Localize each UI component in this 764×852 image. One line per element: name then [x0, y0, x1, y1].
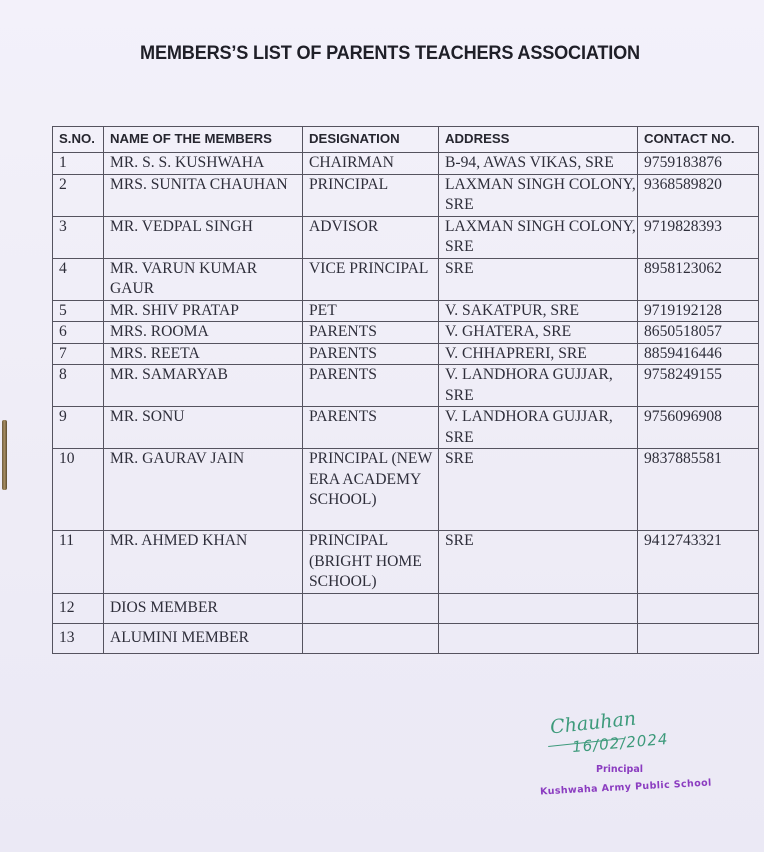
- document-title: MEMBERS’S LIST OF PARENTS TEACHERS ASSOCIATION: [140, 42, 640, 64]
- cell-address: V. SAKATPUR, SRE: [439, 300, 638, 322]
- table-row: [53, 531, 759, 594]
- cell-designation: PARENTS: [303, 322, 439, 344]
- header-address: ADDRESS: [439, 127, 638, 153]
- cell-contact: 9719192128: [638, 300, 759, 322]
- cell-sno: 10: [53, 449, 104, 531]
- cell-name: MRS. SUNITA CHAUHAN: [104, 174, 303, 216]
- cell-name: MR. VARUN KUMAR GAUR: [104, 258, 303, 300]
- table-header-row: [53, 127, 759, 153]
- table-row: [53, 593, 759, 623]
- cell-address: B-94, AWAS VIKAS, SRE: [439, 153, 638, 175]
- signature-block: [539, 707, 758, 812]
- cell-designation: PRINCIPAL (BRIGHT HOME SCHOOL): [303, 531, 439, 594]
- cell-address: SRE: [439, 531, 638, 594]
- table-row: [53, 322, 759, 344]
- cell-name: MR. S. S. KUSHWAHA: [104, 153, 303, 175]
- cell-sno: 13: [53, 623, 104, 653]
- cell-address: SRE: [439, 258, 638, 300]
- table-row: [53, 216, 759, 258]
- cell-name: MR. GAURAV JAIN: [104, 449, 303, 531]
- cell-designation: [303, 593, 439, 623]
- cell-sno: 7: [53, 343, 104, 365]
- cell-name: DIOS MEMBER: [104, 593, 303, 623]
- signature-date: 16/02/2024: [571, 729, 670, 757]
- cell-contact: 9759183876: [638, 153, 759, 175]
- cell-contact: [638, 623, 759, 653]
- cell-designation: PARENTS: [303, 343, 439, 365]
- stamp-title: Principal: [596, 764, 644, 775]
- cell-contact: 9719828393: [638, 216, 759, 258]
- cell-designation: PARENTS: [303, 365, 439, 407]
- cell-name: MRS. ROOMA: [104, 322, 303, 344]
- cell-name: ALUMINI MEMBER: [104, 623, 303, 653]
- binder-clip: [2, 420, 7, 490]
- cell-designation: PRINCIPAL (NEW ERA ACADEMY SCHOOL): [303, 449, 439, 531]
- cell-sno: 4: [53, 258, 104, 300]
- cell-sno: 3: [53, 216, 104, 258]
- table-row: [53, 153, 759, 175]
- table-row: [53, 174, 759, 216]
- table-row: [53, 407, 759, 449]
- table-row: [53, 300, 759, 322]
- header-contact: CONTACT NO.: [638, 127, 759, 153]
- cell-name: MR. VEDPAL SINGH: [104, 216, 303, 258]
- cell-address: LAXMAN SINGH COLONY, SRE: [439, 216, 638, 258]
- cell-contact: 9837885581: [638, 449, 759, 531]
- cell-name: MRS. REETA: [104, 343, 303, 365]
- cell-designation: VICE PRINCIPAL: [303, 258, 439, 300]
- cell-sno: 5: [53, 300, 104, 322]
- table-row: [53, 343, 759, 365]
- cell-designation: ADVISOR: [303, 216, 439, 258]
- cell-sno: 1: [53, 153, 104, 175]
- header-designation: DESIGNATION: [303, 127, 439, 153]
- cell-contact: 8859416446: [638, 343, 759, 365]
- cell-address: V. LANDHORA GUJJAR, SRE: [439, 365, 638, 407]
- members-table: [52, 126, 759, 654]
- cell-sno: 9: [53, 407, 104, 449]
- cell-address: V. CHHAPRERI, SRE: [439, 343, 638, 365]
- cell-name: MR. AHMED KHAN: [104, 531, 303, 594]
- cell-sno: 8: [53, 365, 104, 407]
- cell-address: V. LANDHORA GUJJAR, SRE: [439, 407, 638, 449]
- cell-address: [439, 593, 638, 623]
- cell-name: MR. SAMARYAB: [104, 365, 303, 407]
- cell-contact: 8650518057: [638, 322, 759, 344]
- table-row: [53, 365, 759, 407]
- cell-designation: PET: [303, 300, 439, 322]
- cell-designation: PRINCIPAL: [303, 174, 439, 216]
- header-name: NAME OF THE MEMBERS: [104, 127, 303, 153]
- cell-sno: 11: [53, 531, 104, 594]
- cell-address: V. GHATERA, SRE: [439, 322, 638, 344]
- cell-sno: 12: [53, 593, 104, 623]
- cell-designation: PARENTS: [303, 407, 439, 449]
- cell-contact: 9758249155: [638, 365, 759, 407]
- cell-sno: 6: [53, 322, 104, 344]
- cell-contact: [638, 593, 759, 623]
- cell-contact: 9756096908: [638, 407, 759, 449]
- header-sno: S.NO.: [53, 127, 104, 153]
- stamp-school: Kushwaha Army Public School: [539, 777, 712, 798]
- cell-address: SRE: [439, 449, 638, 531]
- table-row: [53, 623, 759, 653]
- cell-name: MR. SONU: [104, 407, 303, 449]
- cell-contact: 8958123062: [638, 258, 759, 300]
- table-row: [53, 449, 759, 531]
- cell-address: [439, 623, 638, 653]
- signature-name: Chauhan: [549, 707, 638, 739]
- cell-address: LAXMAN SINGH COLONY, SRE: [439, 174, 638, 216]
- cell-designation: [303, 623, 439, 653]
- cell-contact: 9368589820: [638, 174, 759, 216]
- cell-contact: 9412743321: [638, 531, 759, 594]
- table-row: [53, 258, 759, 300]
- cell-sno: 2: [53, 174, 104, 216]
- cell-name: MR. SHIV PRATAP: [104, 300, 303, 322]
- cell-designation: CHAIRMAN: [303, 153, 439, 175]
